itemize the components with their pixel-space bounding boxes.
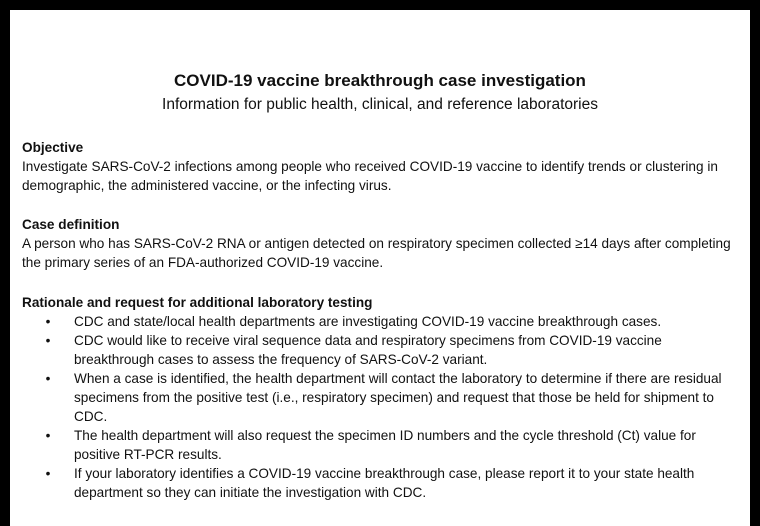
- rationale-bullet-list: [22, 312, 742, 502]
- objective-text: Investigate SARS-CoV-2 infections among people who received COVID-19 vaccine to identify trends or clustering in demographic, the administered vaccine, or the infecting virus.: [22, 159, 718, 193]
- bullet-text: When a case is identified, the health department will contact the laboratory to determine if there are residual specimens from the positive test (i.e., respiratory specimen) and request that those be held for shipment to CDC.: [74, 371, 722, 424]
- bullet-icon: •: [45, 333, 51, 348]
- objective-heading: Objective: [22, 140, 84, 155]
- bullet-icon: •: [45, 314, 51, 329]
- bullet-text: CDC would like to receive viral sequence data and respiratory specimens from COVID-19 vaccine breakthrough cases to assess the frequency of SARS-CoV-2 variant.: [74, 333, 662, 367]
- bullet-item: [22, 426, 739, 464]
- rationale-section: [22, 293, 742, 502]
- document-page: [10, 10, 750, 526]
- bullet-text: If your laboratory identifies a COVID-19 vaccine breakthrough case, please report it to your state health department so they can initiate the investigation with CDC.: [74, 466, 695, 500]
- bullet-icon: •: [45, 466, 51, 481]
- case-definition-section: [22, 215, 742, 272]
- bullet-item: [22, 369, 739, 426]
- bullet-item: [22, 464, 739, 502]
- bullet-text: CDC and state/local health departments are investigating COVID-19 vaccine breakthrough cases.: [74, 314, 662, 329]
- bullet-text: The health department will also request the specimen ID numbers and the cycle threshold (Ct) value for positive RT-PCR results.: [74, 428, 696, 462]
- objective-section: [22, 138, 742, 195]
- case-definition-heading: Case definition: [22, 217, 120, 232]
- document-subtitle: Information for public health, clinical, and reference laboratories: [162, 96, 598, 113]
- bullet-icon: •: [45, 371, 51, 386]
- rationale-heading: Rationale and request for additional laboratory testing: [22, 295, 373, 310]
- bullet-item: [22, 312, 739, 331]
- document-title: COVID-19 vaccine breakthrough case investigation: [174, 71, 586, 90]
- bullet-icon: •: [45, 428, 51, 443]
- case-definition-text: A person who has SARS-CoV-2 RNA or antigen detected on respiratory specimen collected ≥14 days after completing the primary series of an FDA-authorized COVID-19 vaccine.: [22, 236, 731, 270]
- bullet-item: [22, 331, 739, 369]
